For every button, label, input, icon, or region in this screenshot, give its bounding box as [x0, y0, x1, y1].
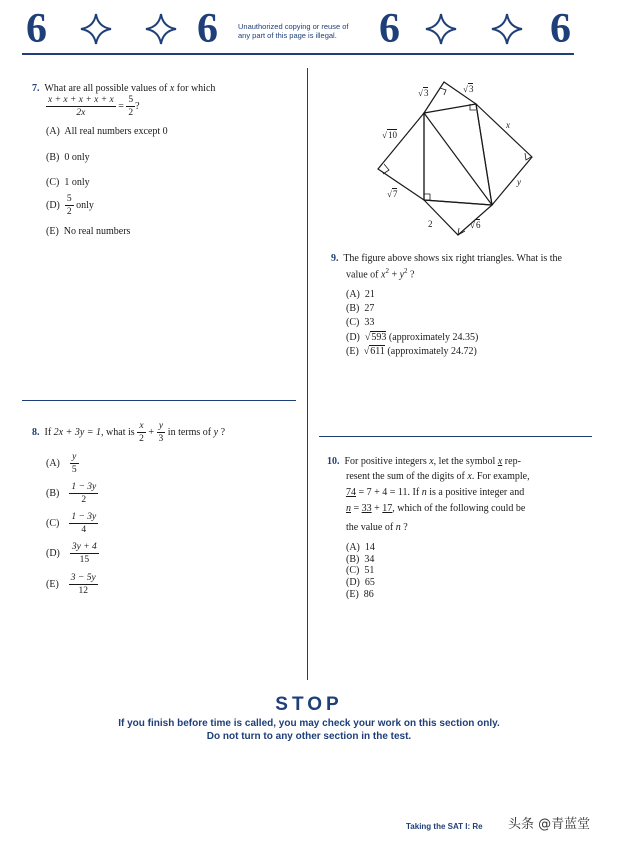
stop-instruction-2: Do not turn to any other section in the test.: [206, 731, 412, 742]
six-right-triangles-figure: [370, 75, 540, 240]
section-number-right-2: 6: [550, 6, 571, 52]
q10-stem-line1: 10. For positive integers x, let the symbol x rep-: [327, 456, 521, 467]
q10-choice-b[interactable]: (B) 34: [346, 554, 375, 565]
q7-choice-b[interactable]: (B) 0 only: [46, 152, 90, 163]
header-rule: [22, 53, 574, 55]
q9-choice-b[interactable]: (B) 27: [346, 303, 375, 314]
q7-choice-d[interactable]: (D) $\frac{5}{2}$ only: [46, 194, 94, 217]
label-sqrt6: √6: [470, 220, 481, 230]
copyright-notice: Unauthorized copying or reuse of any part of this page is illegal.: [238, 22, 349, 40]
four-point-star-icon: [144, 12, 178, 46]
q7-stem: 7. What are all possible values of x for which: [32, 83, 216, 94]
q7-choice-a[interactable]: (A) All real numbers except 0: [46, 126, 168, 137]
q10-stem-line4: n = 33 + 17, which of the following could be: [346, 503, 526, 514]
q9-choice-c[interactable]: (C) 33: [346, 317, 375, 328]
q10-choice-c[interactable]: (C) 51: [346, 565, 375, 576]
label-sqrt3-right: √3: [463, 84, 474, 94]
stop-instruction-1: If you finish before time is called, you may check your work on this section only.: [118, 718, 500, 729]
q10-stem-line2: resent the sum of the digits of x. For example,: [346, 471, 530, 482]
label-two: 2: [428, 219, 433, 229]
q10-stem-line3: 74 = 7 + 4 = 11. If n is a positive integer and: [346, 487, 525, 498]
section-number-left: 6: [26, 6, 47, 52]
q10-choice-d[interactable]: (D) 65: [346, 577, 375, 588]
stop-title: STOP: [275, 694, 343, 715]
column-divider: [307, 68, 308, 680]
q7-equation: $\frac{x + x + x + x + x}{2x}$ = $\frac{5}{2}$ ?: [48, 95, 140, 118]
label-sqrt3-left: √3: [418, 88, 429, 98]
four-point-star-icon: [490, 12, 524, 46]
q10-choice-e[interactable]: (E) 86: [346, 589, 374, 600]
q8-choice-b[interactable]: (B) $\frac{1 - 3y}{2}$: [46, 482, 97, 505]
label-x: x: [506, 120, 510, 130]
four-point-star-icon: [79, 12, 113, 46]
q7-choice-e[interactable]: (E) No real numbers: [46, 226, 131, 237]
four-point-star-icon: [424, 12, 458, 46]
left-question-divider: [22, 400, 296, 401]
q8-choice-a[interactable]: (A) $\frac{y}{5}$: [46, 452, 77, 475]
q10-choice-a[interactable]: (A) 14: [346, 542, 375, 553]
q9-choice-e[interactable]: (E) √611 (approximately 24.72): [346, 346, 477, 357]
right-question-divider: [319, 436, 592, 437]
label-sqrt7: √7: [387, 189, 398, 199]
q8-choice-d[interactable]: (D) $\frac{3y + 4}{15}$: [46, 542, 97, 565]
label-sqrt10: √10: [382, 130, 397, 140]
footer-text: Taking the SAT I: Re: [406, 822, 483, 831]
q7-choice-c[interactable]: (C) 1 only: [46, 177, 90, 188]
q8-choice-e[interactable]: (E) $\frac{3 - 5y}{12}$: [46, 573, 96, 596]
section-number-left-2: 6: [197, 6, 218, 52]
q8-choice-c[interactable]: (C) $\frac{1 - 3y}{4}$: [46, 512, 97, 535]
label-y: y: [517, 177, 521, 187]
q8-stem: 8. If 2x + 3y = 1, what is $\frac{x}{2}$ + $\frac{y}{3}$ in terms of y ?: [32, 421, 226, 444]
watermark: 头条 @青蓝堂: [508, 817, 591, 832]
q9-stem: 9. The figure above shows six right triangles. What is the: [331, 253, 562, 264]
section-number-right: 6: [379, 6, 400, 52]
q9-choice-a[interactable]: (A) 21: [346, 289, 375, 300]
q9-choice-d[interactable]: (D) √593 (approximately 24.35): [346, 332, 479, 343]
q9-stem-line2: value of $x^2 + y^2$ ?: [346, 267, 415, 281]
q10-stem-line5: the value of n ?: [346, 522, 408, 533]
